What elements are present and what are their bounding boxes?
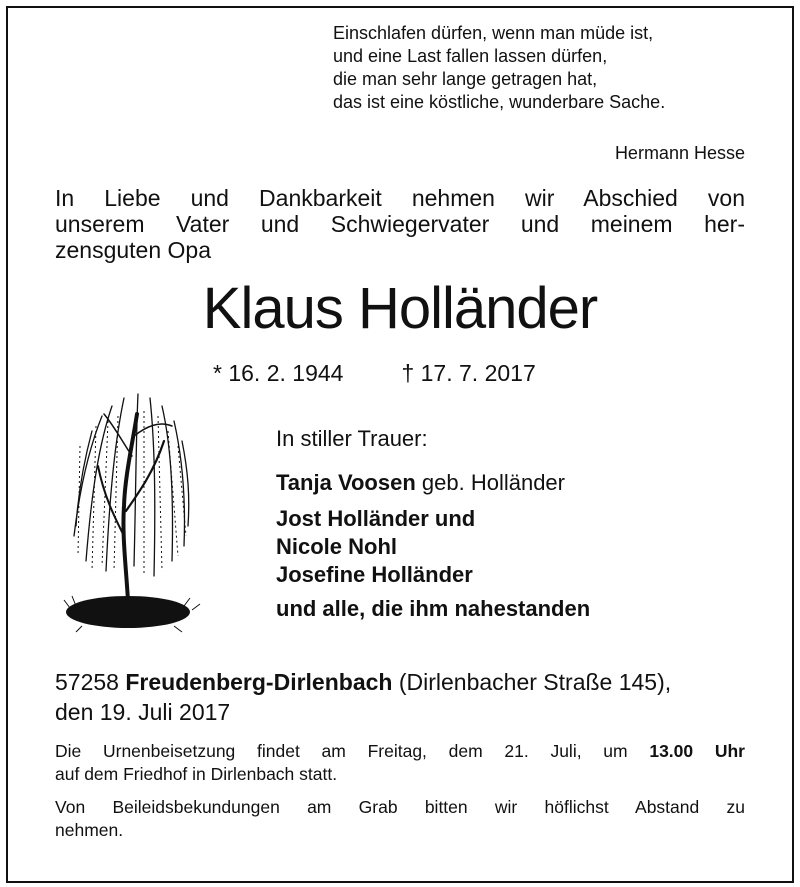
mourning-heading: In stiller Trauer: — [276, 426, 428, 451]
address-block — [55, 667, 671, 727]
intro-line: zensguten Opa — [55, 237, 212, 263]
intro-line: unserem Vater und Schwiegervater und meinem her- — [55, 211, 745, 237]
intro-text — [55, 185, 745, 263]
condolence-line: nehmen. — [55, 820, 124, 840]
intro-line: In Liebe und Dankbarkeit nehmen wir Abschied von — [55, 185, 745, 211]
mourner-birth-name: geb. Holländer — [415, 470, 565, 495]
weeping-willow-icon — [62, 386, 212, 636]
mourner-name: Nicole Nohl — [276, 534, 398, 559]
funeral-time: 13.00 Uhr — [649, 741, 745, 761]
funeral-place: auf dem Friedhof in Dirlenbach statt. — [55, 764, 338, 784]
mourner-name: Josefine Holländer — [276, 562, 473, 587]
poem-line: und eine Last fallen lassen dürfen, — [333, 46, 608, 66]
poem-author: Hermann Hesse — [614, 143, 745, 163]
mourner-name: Jost Holländer und — [276, 506, 476, 531]
mourner-name: Tanja Voosen — [276, 470, 416, 495]
mourner-others: und alle, die ihm nahestanden — [276, 596, 591, 621]
deceased-name: Klaus Holländer — [202, 276, 598, 341]
mourner-line — [276, 470, 565, 496]
condolence-line: Von Beileidsbekundungen am Grab bitten wir höflichst Abstand zu — [55, 797, 745, 817]
zip-code: 57258 — [55, 669, 119, 695]
place-name: Freudenberg-Dirlenbach — [125, 669, 393, 695]
poem — [333, 22, 665, 114]
birth-date: * 16. 2. 1944 — [213, 360, 344, 386]
notice-date: den 19. Juli 2017 — [55, 699, 231, 725]
poem-line: das ist eine köstliche, wunderbare Sache. — [333, 92, 666, 112]
poem-line: die man sehr lange getragen hat, — [333, 69, 598, 89]
death-date: † 17. 7. 2017 — [401, 360, 536, 386]
funeral-line — [55, 740, 745, 763]
address-line — [55, 667, 671, 697]
funeral-text: Die Urnenbeisetzung findet am Freitag, dem 21. Juli, um — [55, 741, 628, 761]
poem-line: Einschlafen dürfen, wenn man müde ist, — [333, 23, 654, 43]
street: (Dirlenbacher Straße 145), — [398, 669, 672, 695]
funeral-notice — [55, 740, 745, 842]
life-dates — [213, 360, 536, 387]
